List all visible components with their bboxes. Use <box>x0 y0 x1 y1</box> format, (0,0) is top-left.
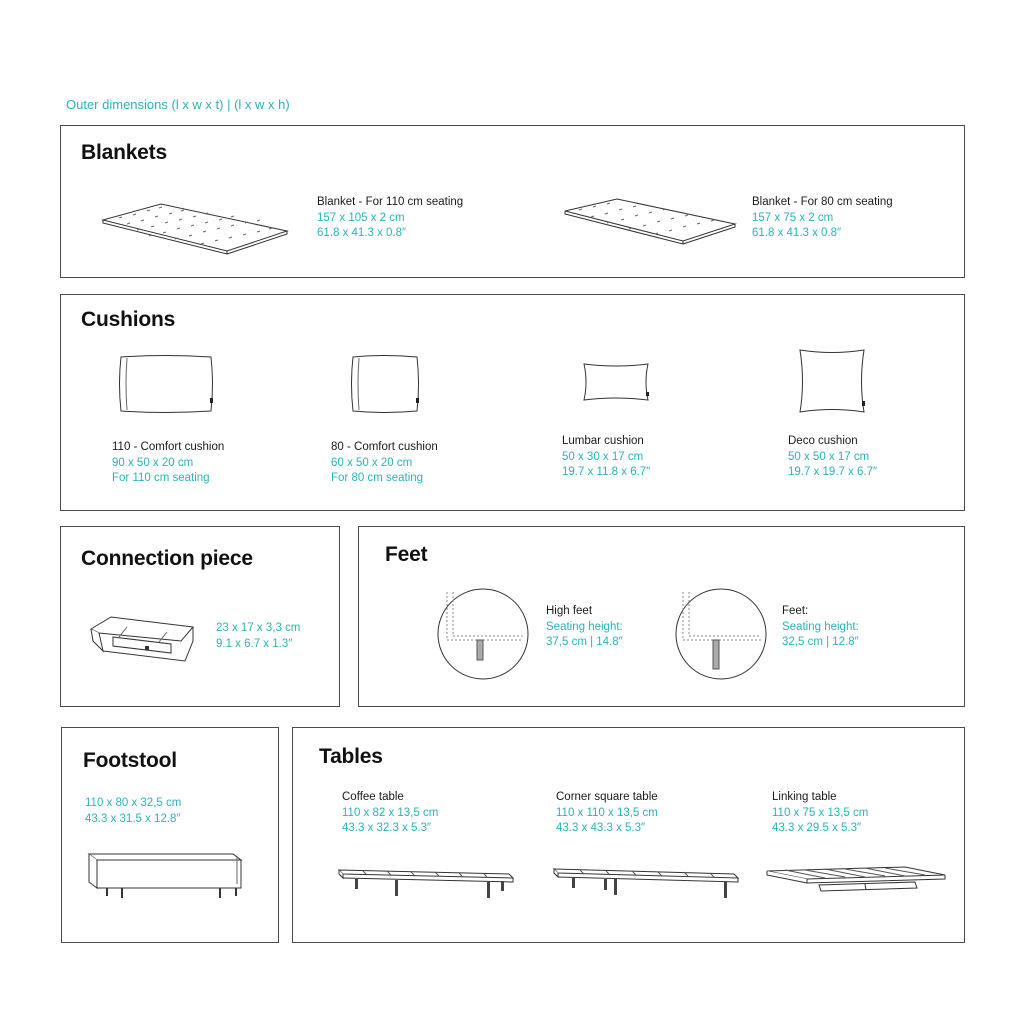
blanket-110-imperial: 61.8 x 41.3 x 0.8″ <box>317 227 407 239</box>
lumbar-cushion-metric: 50 x 30 x 17 cm <box>562 450 644 463</box>
comfort-cushion-80-note: For 80 cm seating <box>331 472 424 484</box>
coffee-table-name: Coffee table <box>342 791 404 803</box>
blanket-80-metric: 157 x 75 x 2 cm <box>752 211 834 224</box>
corner-table-icon <box>552 866 740 902</box>
tables-section <box>292 727 965 943</box>
coffee-table-icon <box>337 866 515 902</box>
corner-table-imperial: 43.3 x 43.3 x 5.3″ <box>556 822 646 834</box>
linking-table-spec <box>772 790 868 837</box>
deco-cushion-name: Deco cushion <box>788 435 858 447</box>
high-foot-icon <box>437 588 529 680</box>
lumbar-cushion-name: Lumbar cushion <box>562 435 644 447</box>
feet-title: Feet <box>385 543 428 566</box>
footstool-icon <box>87 850 245 900</box>
dimensions-intro: Outer dimensions (l x w x t) | (l x w x h) <box>66 97 290 112</box>
corner-table-metric: 110 x 110 x 13,5 cm <box>556 806 658 819</box>
lumbar-cushion-imperial: 19.7 x 11.8 x 6.7″ <box>562 466 651 478</box>
coffee-table-spec <box>342 790 438 837</box>
feet-spec <box>782 604 859 651</box>
comfort-cushion-110-metric: 90 x 50 x 20 cm <box>112 456 194 469</box>
comfort-cushion-110-icon <box>119 353 215 415</box>
blanket-110-icon <box>103 196 288 256</box>
connection-piece-icon <box>89 611 197 665</box>
deco-cushion-icon <box>799 349 867 415</box>
blanket-80-name: Blanket - For 80 cm seating <box>752 196 893 208</box>
tables-title: Tables <box>319 745 383 768</box>
cushions-section <box>60 294 965 511</box>
blanket-80-imperial: 61.8 x 41.3 x 0.8″ <box>752 227 842 239</box>
feet-name: Feet: <box>782 605 809 617</box>
connection-piece-section <box>60 526 340 707</box>
cushions-title: Cushions <box>81 308 176 331</box>
corner-table-spec <box>556 790 658 837</box>
high-feet-name: High feet <box>546 605 593 617</box>
blankets-title: Blankets <box>81 141 167 164</box>
coffee-table-metric: 110 x 82 x 13,5 cm <box>342 806 439 819</box>
connection-piece-spec <box>216 621 300 652</box>
footstool-section <box>61 727 279 943</box>
blanket-110-metric: 157 x 105 x 2 cm <box>317 211 405 224</box>
corner-table-name: Corner square table <box>556 791 658 803</box>
high-feet-value: 37,5 cm | 14.8″ <box>546 636 623 648</box>
footstool-imperial: 43.3 x 31.5 x 12.8″ <box>85 812 181 825</box>
blankets-section <box>60 125 965 278</box>
feet-label: Seating height: <box>782 620 859 633</box>
blanket-80-spec <box>752 195 893 242</box>
blanket-80-icon <box>565 196 737 248</box>
high-feet-label: Seating height: <box>546 620 623 633</box>
deco-cushion-metric: 50 x 50 x 17 cm <box>788 450 870 463</box>
high-feet-spec <box>546 604 623 651</box>
comfort-cushion-80-spec <box>331 440 438 487</box>
feet-section <box>358 526 965 707</box>
blanket-110-spec <box>317 195 463 242</box>
lumbar-cushion-spec <box>562 434 650 481</box>
blanket-110-name: Blanket - For 110 cm seating <box>317 196 464 208</box>
linking-table-imperial: 43.3 x 29.5 x 5.3″ <box>772 822 862 834</box>
linking-table-name: Linking table <box>772 791 837 803</box>
lumbar-cushion-icon <box>583 362 651 402</box>
footstool-title: Footstool <box>83 749 177 772</box>
deco-cushion-imperial: 19.7 x 19.7 x 6.7″ <box>788 466 878 478</box>
comfort-cushion-110-note: For 110 cm seating <box>112 472 210 484</box>
connection-piece-imperial: 9.1 x 6.7 x 1.3″ <box>216 637 293 650</box>
comfort-cushion-110-name: 110 - Comfort cushion <box>112 441 225 453</box>
comfort-cushion-110-spec <box>112 440 224 487</box>
foot-icon <box>675 588 767 680</box>
deco-cushion-spec <box>788 434 877 481</box>
footstool-spec <box>85 796 181 827</box>
comfort-cushion-80-icon <box>351 353 421 415</box>
comfort-cushion-80-name: 80 - Comfort cushion <box>331 441 438 453</box>
feet-value: 32,5 cm | 12.8″ <box>782 636 859 648</box>
footstool-metric: 110 x 80 x 32,5 cm <box>85 797 182 809</box>
comfort-cushion-80-metric: 60 x 50 x 20 cm <box>331 456 413 469</box>
connection-piece-metric: 23 x 17 x 3,3 cm <box>216 622 301 634</box>
connection-piece-title: Connection piece <box>81 547 253 570</box>
linking-table-icon <box>765 865 949 901</box>
linking-table-metric: 110 x 75 x 13,5 cm <box>772 806 869 819</box>
coffee-table-imperial: 43.3 x 32.3 x 5.3″ <box>342 822 432 834</box>
